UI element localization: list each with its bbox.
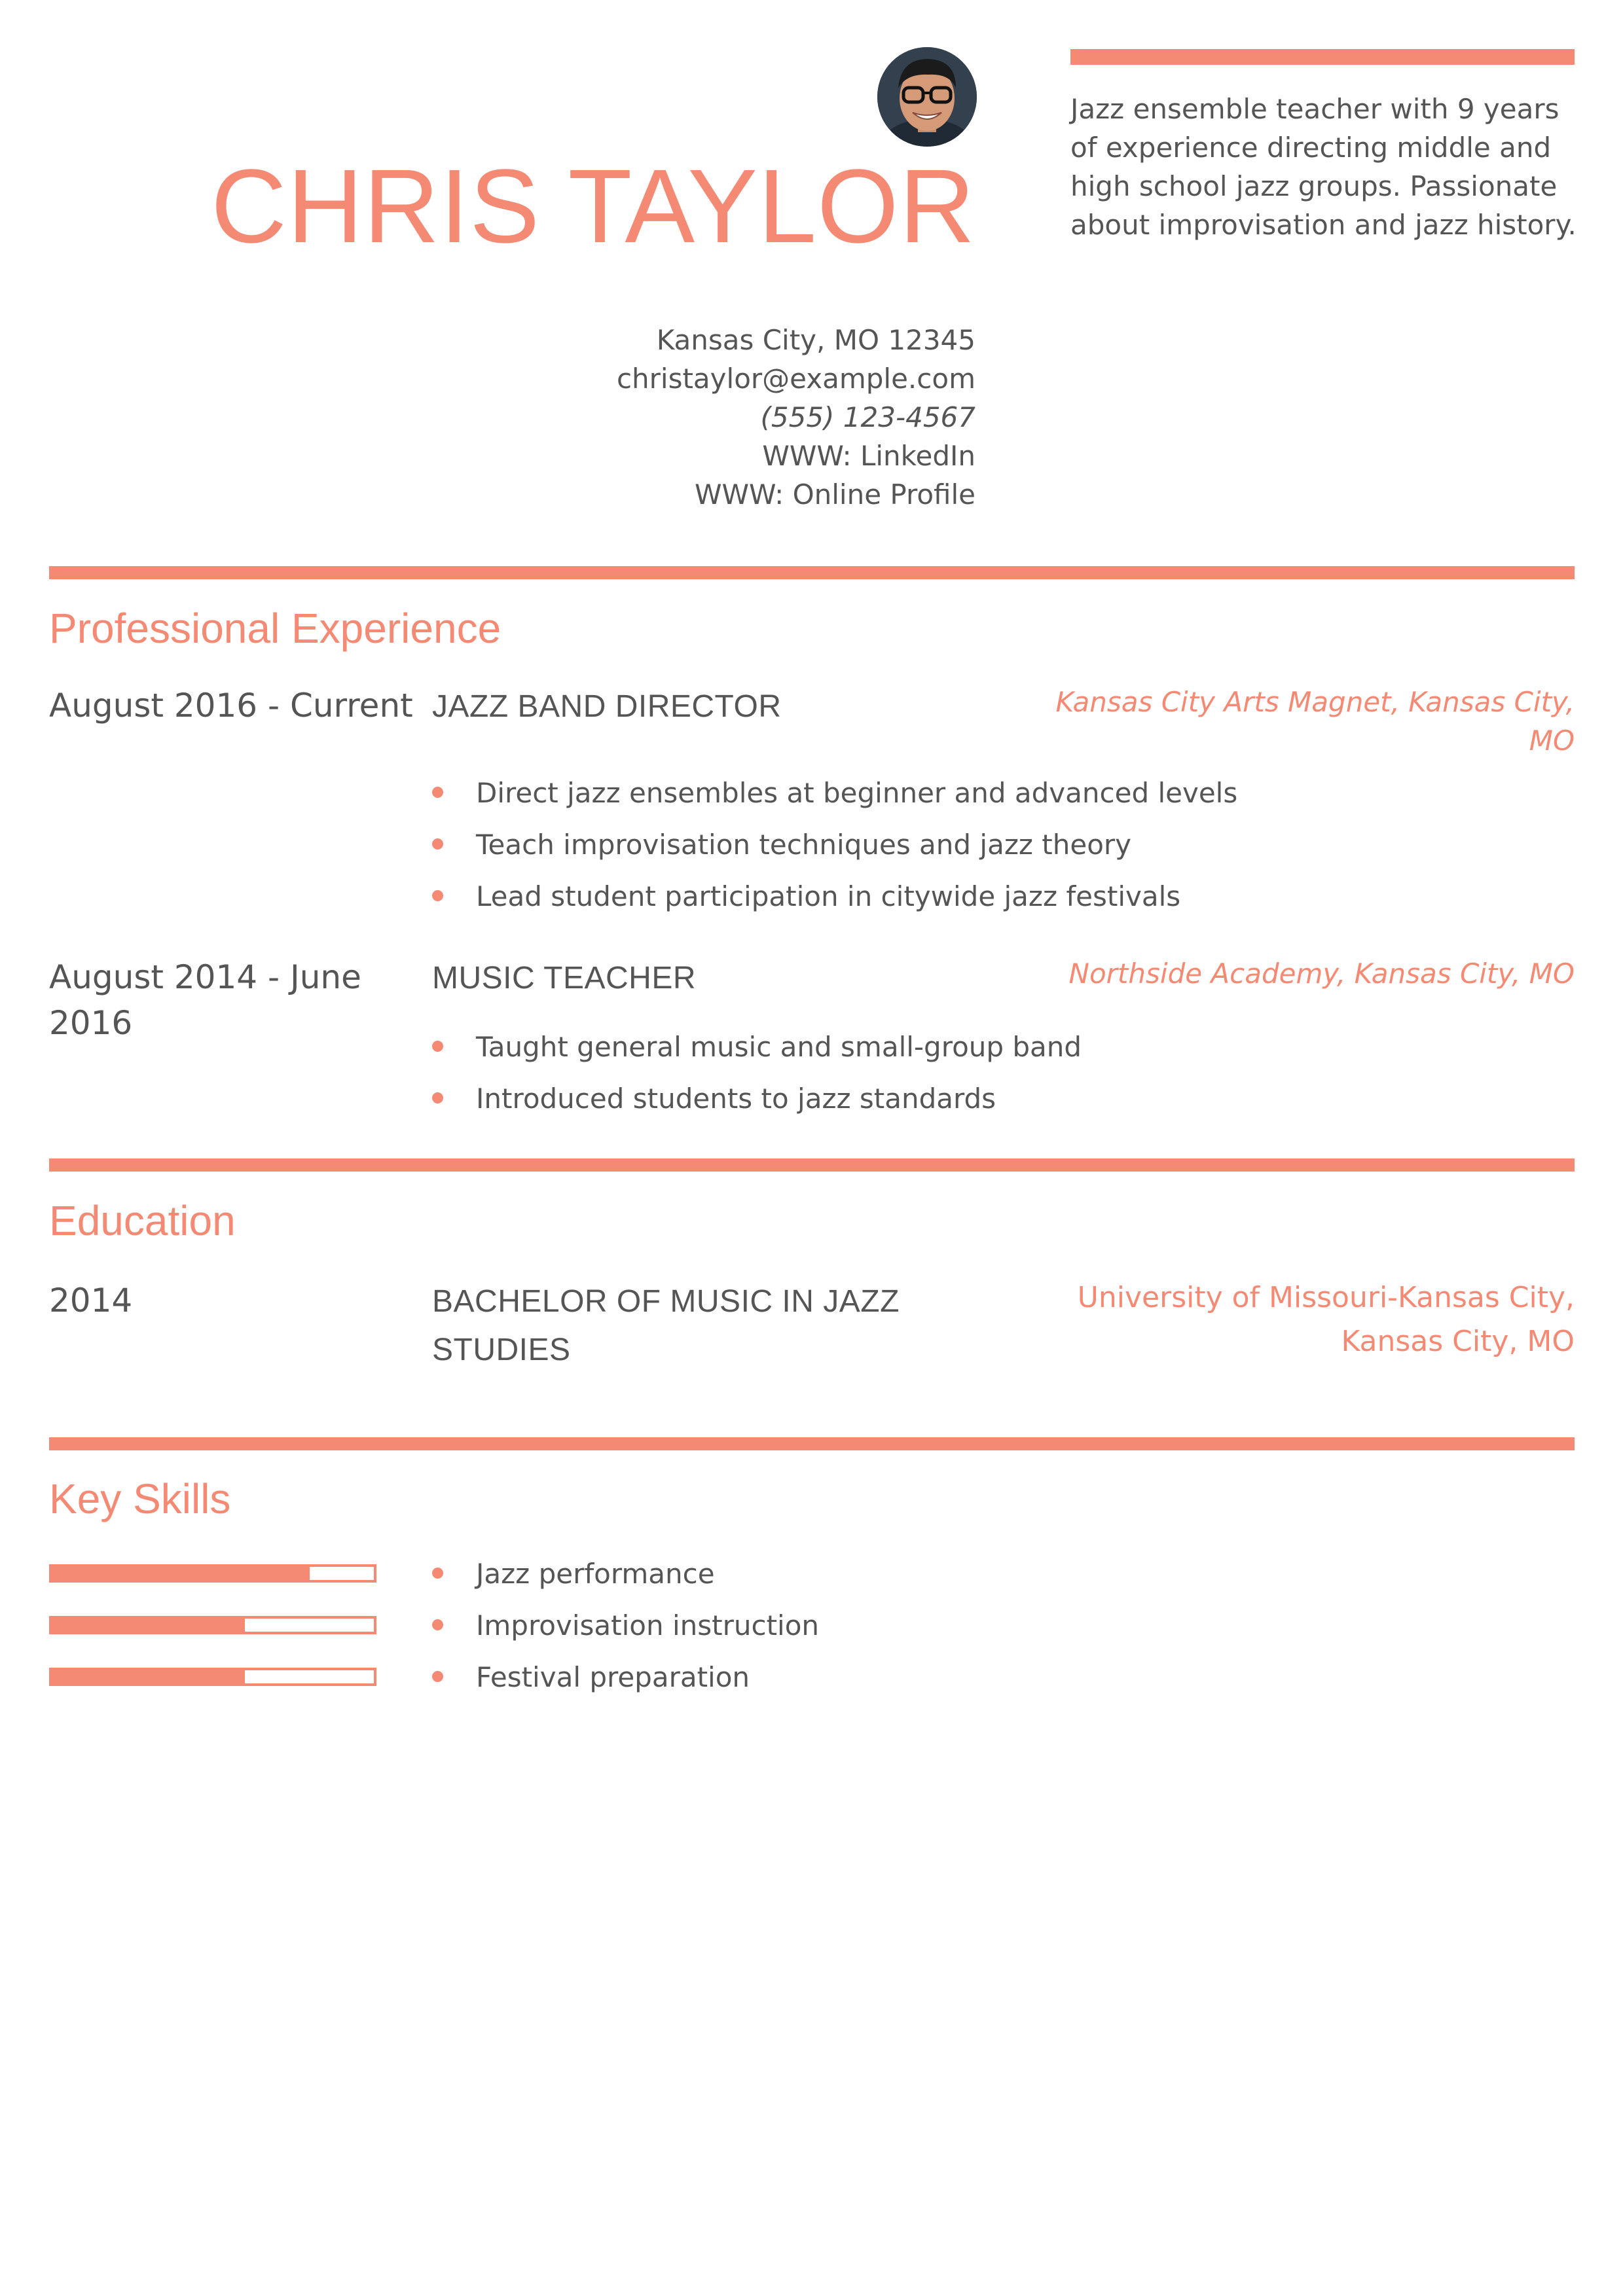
professional-summary: Jazz ensemble teacher with 9 years of experience directing middle and high school jazz groups. Passionate about improvisation and jazz history. — [1070, 93, 1577, 241]
skill-level-fill — [52, 1567, 310, 1580]
list-item: Jazz performance — [432, 1554, 1480, 1593]
bullet-dot-icon — [432, 1568, 443, 1579]
list-item: Introduced students to jazz standards — [432, 1079, 1480, 1118]
section-divider — [49, 566, 1575, 579]
section-divider — [49, 1158, 1575, 1172]
bullet-dot-icon — [432, 1092, 443, 1103]
list-item: Lead student participation in citywide jazz festivals — [432, 877, 1480, 916]
bullet-dot-icon — [432, 1619, 443, 1630]
section-title-skills: Key Skills — [49, 1475, 231, 1522]
skill-level-bar — [49, 1616, 376, 1634]
education-degree: BACHELOR OF MUSIC IN JAZZ STUDIES — [432, 1284, 900, 1367]
job-role: MUSIC TEACHER — [432, 961, 696, 996]
section-divider — [49, 1437, 1575, 1450]
contact-linkedin-link[interactable]: WWW: LinkedIn — [762, 440, 976, 472]
candidate-name: CHRIS TAYLOR — [211, 147, 976, 264]
job-bullets — [432, 1028, 1480, 1131]
education-year: 2014 — [49, 1282, 133, 1319]
profile-photo-icon — [877, 47, 977, 147]
list-item: Festival preparation — [432, 1658, 1480, 1696]
avatar — [877, 47, 977, 147]
job-company: Northside Academy, Kansas City, MO — [1068, 958, 1575, 990]
summary-accent-bar — [1070, 49, 1575, 65]
list-item: Improvisation instruction — [432, 1606, 1480, 1645]
list-item: Direct jazz ensembles at beginner and advanced levels — [432, 774, 1480, 812]
job-dates: August 2016 - Current — [49, 687, 413, 725]
job-role: JAZZ BAND DIRECTOR — [432, 689, 782, 724]
contact-block — [458, 321, 976, 514]
skill-level-fill — [52, 1619, 245, 1632]
bullet-dot-icon — [432, 1671, 443, 1682]
skill-level-bar — [49, 1564, 376, 1583]
job-bullets — [432, 774, 1480, 929]
job-dates: August 2014 - June 2016 — [49, 958, 361, 1042]
bullet-dot-icon — [432, 838, 443, 850]
skill-level-fill — [52, 1670, 245, 1683]
contact-address: Kansas City, MO 12345 — [656, 324, 976, 356]
job-company: Kansas City Arts Magnet, Kansas City, MO — [1055, 686, 1575, 757]
contact-email[interactable]: christaylor@example.com — [616, 363, 976, 395]
section-title-experience: Professional Experience — [49, 605, 501, 652]
section-title-education: Education — [49, 1197, 236, 1244]
contact-profile-link[interactable]: WWW: Online Profile — [694, 478, 976, 511]
skill-level-bar — [49, 1668, 376, 1686]
education-school: University of Missouri-Kansas City, Kansas City, MO — [1077, 1281, 1575, 1358]
bullet-dot-icon — [432, 1041, 443, 1052]
skills-list — [432, 1554, 1480, 1710]
list-item: Taught general music and small-group band — [432, 1028, 1480, 1066]
bullet-dot-icon — [432, 890, 443, 901]
bullet-dot-icon — [432, 787, 443, 798]
list-item: Teach improvisation techniques and jazz theory — [432, 825, 1480, 864]
contact-phone: (555) 123-4567 — [760, 401, 976, 433]
